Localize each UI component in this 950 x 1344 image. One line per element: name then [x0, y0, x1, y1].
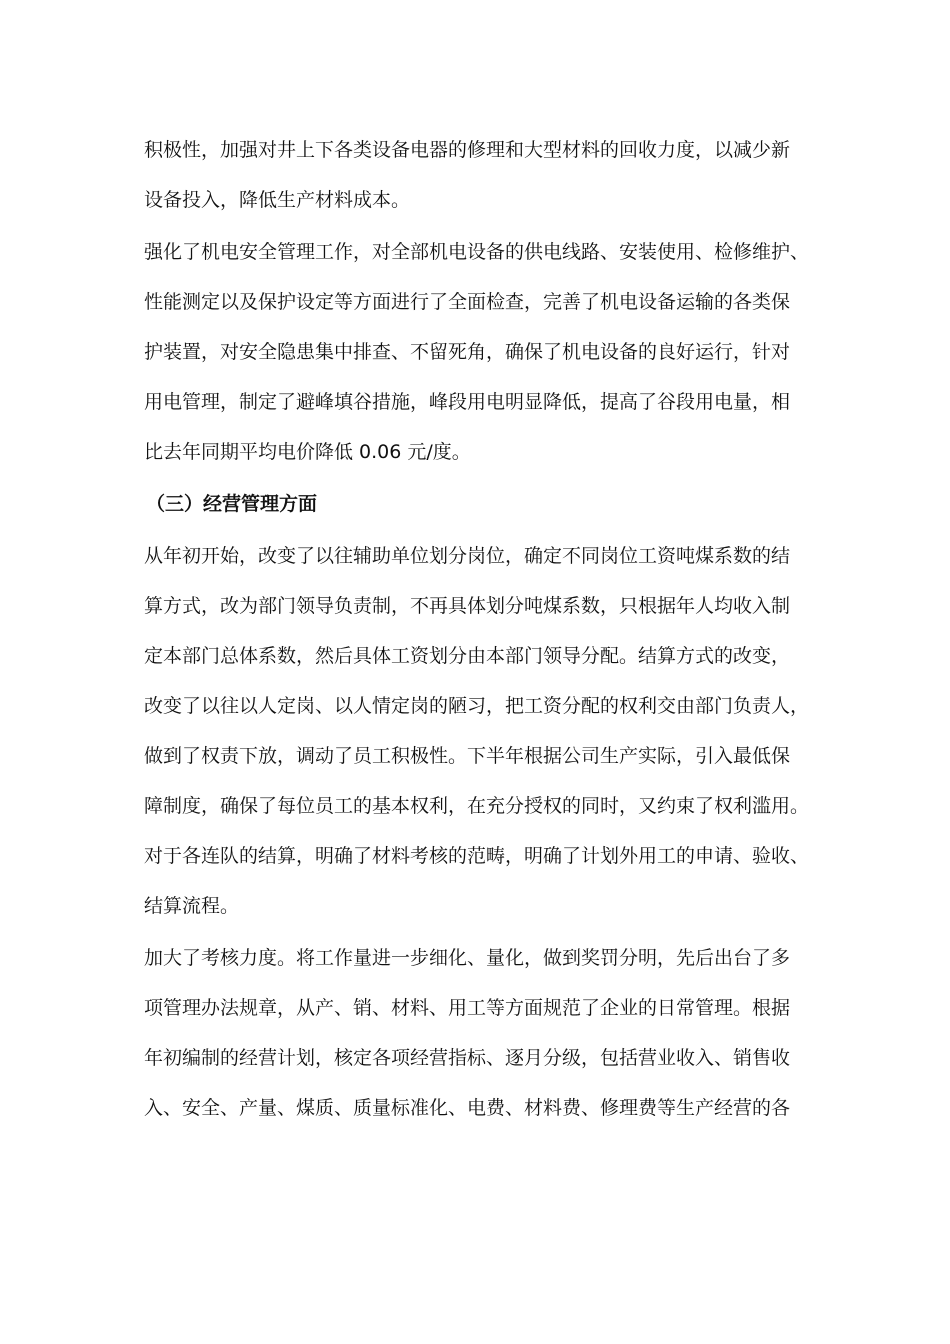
- heading-text: （三）经营管理方面: [146, 493, 318, 515]
- text-line: 年初编制的经营计划，核定各项经营指标、逐月分级，包括营业收入、销售收: [144, 1047, 791, 1069]
- text-line: 设备投入，降低生产材料成本。: [144, 189, 411, 211]
- text-line: 入、安全、产量、煤质、质量标准化、电费、材料费、修理费等生产经营的各: [144, 1097, 791, 1119]
- text-line: 算方式，改为部门领导负责制，不再具体划分吨煤系数，只根据年人均收入制: [144, 595, 791, 617]
- text-line: 比去年同期平均电价降低 0.06 元/度。: [144, 441, 471, 463]
- text-line: 用电管理，制定了避峰填谷措施，峰段用电明显降低，提高了谷段用电量，相: [144, 391, 791, 413]
- text-line: 障制度，确保了每位员工的基本权利，在充分授权的同时，又约束了权利滥用。: [144, 795, 810, 817]
- text-line: 加大了考核力度。将工作量进一步细化、量化，做到奖罚分明，先后出台了多: [144, 947, 791, 969]
- text-line: 护装置，对安全隐患集中排查、不留死角，确保了机电设备的良好运行，针对: [144, 341, 791, 363]
- paragraph-electromechanical-safety: [144, 232, 824, 482]
- text-line: 结算流程。: [144, 895, 240, 917]
- section-heading: [144, 484, 824, 534]
- text-line: 从年初开始，改变了以往辅助单位划分岗位，确定不同岗位工资吨煤系数的结: [144, 545, 791, 567]
- text-line: 强化了机电安全管理工作，对全部机电设备的供电线路、安装使用、检修维护、: [144, 241, 810, 263]
- text-line: 改变了以往以人定岗、以人情定岗的陋习，把工资分配的权利交由部门负责人，: [144, 695, 810, 717]
- paragraph-settlement-method: [144, 536, 824, 936]
- text-line: 对于各连队的结算，明确了材料考核的范畴，明确了计划外用工的申请、验收、: [144, 845, 810, 867]
- text-line: 积极性，加强对井上下各类设备电器的修理和大型材料的回收力度，以减少新: [144, 139, 791, 161]
- paragraph-equipment-cost: [144, 130, 824, 230]
- text-line: 项管理办法规章，从产、销、材料、用工等方面规范了企业的日常管理。根据: [144, 997, 791, 1019]
- paragraph-assessment: [144, 938, 824, 1138]
- text-line: 做到了权责下放，调动了员工积极性。下半年根据公司生产实际，引入最低保: [144, 745, 791, 767]
- text-line: 性能测定以及保护设定等方面进行了全面检查，完善了机电设备运输的各类保: [144, 291, 791, 313]
- document-body: [144, 130, 824, 1140]
- text-line: 定本部门总体系数，然后具体工资划分由本部门领导分配。结算方式的改变，: [144, 645, 791, 667]
